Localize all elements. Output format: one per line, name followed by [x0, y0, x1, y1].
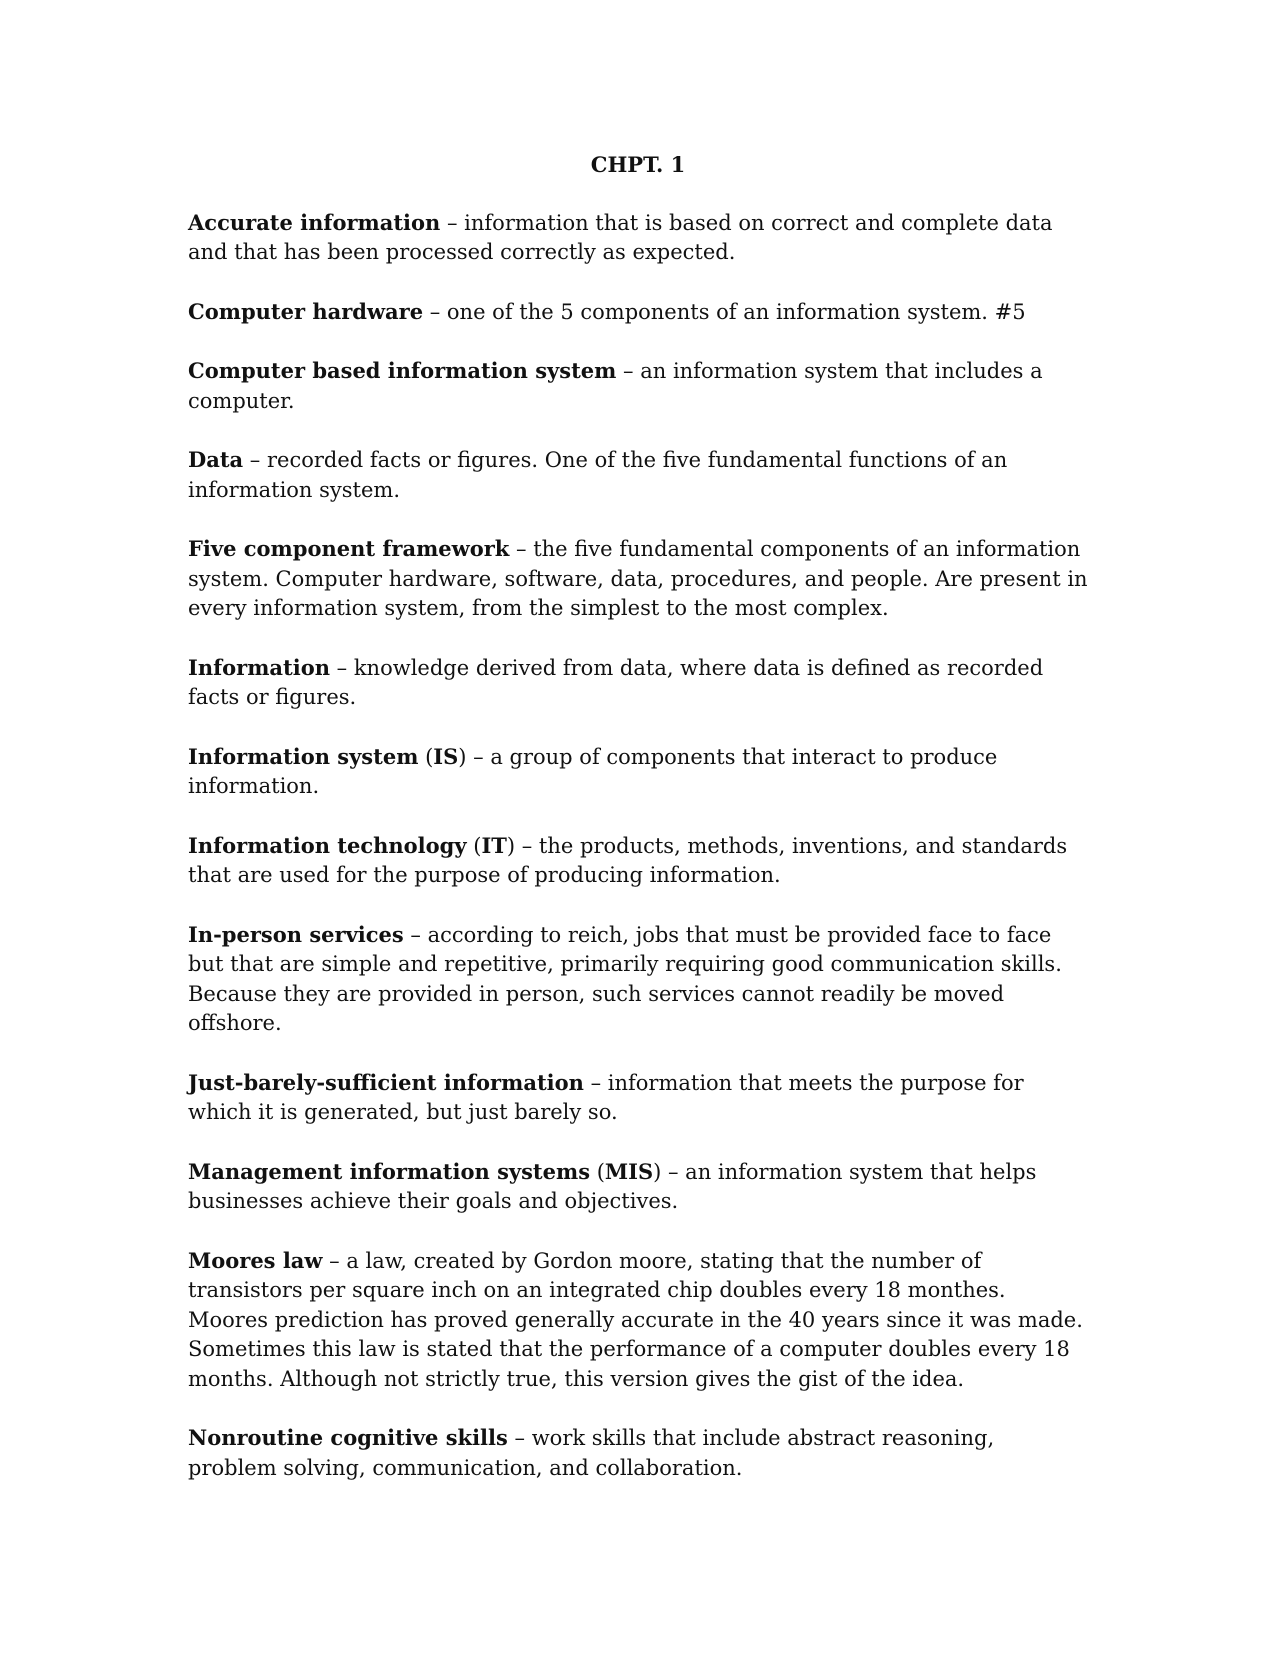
glossary-entry — [188, 1068, 1088, 1128]
glossary-definition: – one of the 5 components of an information system. #5 — [423, 299, 1026, 324]
glossary-term: Five component framework — [188, 536, 510, 561]
glossary-definition: – work skills that include abstract reasoning, problem solving, communication, and collaboration. — [188, 1426, 995, 1480]
glossary-term: Management information systems — [188, 1158, 591, 1184]
glossary-definition: – a law, created by Gordon moore, stating that the number of transistors per square inch on an integrated chip doubles every 18 monthes. Moores prediction has proved generally accurate in the 40 years since it was made. Sometimes this law is stated that the performance of a computer doubles every 18 months. Although not strictly true, this version gives the gist of the idea. — [188, 1248, 1083, 1391]
glossary-definition: – recorded facts or figures. One of the five fundamental functions of an information system. — [188, 448, 1008, 502]
glossary-abbreviation: IS — [433, 743, 459, 769]
glossary-term: Nonroutine cognitive skills — [188, 1425, 508, 1450]
page-title: CHPT. 1 — [590, 152, 686, 177]
glossary-term: In-person services — [188, 921, 404, 947]
glossary-abbreviation: IT — [481, 832, 507, 858]
glossary-term: Just-barely-sufficient information — [188, 1069, 584, 1095]
glossary-definition: ) – the products, methods, inventions, and standards that are used for the purpose of producing information. — [188, 833, 1068, 887]
glossary-term: Computer based information system — [188, 358, 617, 383]
glossary-paren-open: ( — [466, 833, 482, 858]
glossary-definition: – the five fundamental components of an information system. Computer hardware, software, data, procedures, and people. Are present in every information system, from the simplest to the most complex. — [188, 537, 1088, 620]
glossary-definition: – information that is based on correct and complete data and that has been processed correctly as expected. — [188, 210, 1053, 264]
document-page — [188, 150, 1088, 1512]
glossary-abbreviation: MIS — [604, 1158, 654, 1184]
glossary-term: Moores law — [188, 1247, 323, 1273]
glossary-entry — [188, 742, 1088, 802]
glossary-definition: – according to reich, jobs that must be provided face to face but that are simple and repetitive, primarily requiring good communication skills. Because they are provided in person, such services cannot readily be moved offshore. — [188, 922, 1062, 1035]
glossary-term: Accurate information — [188, 209, 441, 235]
glossary-definition: ) – a group of components that interact to produce information. — [188, 744, 998, 798]
glossary-entry — [188, 356, 1088, 416]
glossary-entry — [188, 445, 1088, 505]
glossary-definition: – information that meets the purpose for which it is generated, but just barely so. — [188, 1070, 1024, 1124]
glossary-entry — [188, 534, 1088, 624]
glossary-entry — [188, 297, 1088, 328]
glossary-entry — [188, 831, 1088, 891]
glossary-term: Computer hardware — [188, 298, 424, 324]
glossary-paren-open: ( — [590, 1159, 605, 1184]
glossary-entry — [188, 208, 1088, 268]
glossary-definition: – knowledge derived from data, where data is defined as recorded facts or figures. — [188, 655, 1044, 709]
glossary-term: Information system — [188, 743, 419, 769]
glossary-term: Information technology — [188, 832, 467, 858]
glossary-paren-open: ( — [418, 744, 434, 769]
glossary-entry — [188, 1423, 1088, 1483]
glossary-term: Data — [188, 447, 244, 472]
glossary-term: Information — [188, 654, 330, 680]
glossary-definition: – an information system that includes a computer. — [188, 359, 1043, 413]
glossary-entry — [188, 920, 1088, 1039]
glossary-entry — [188, 1246, 1088, 1395]
glossary-entry — [188, 1157, 1088, 1217]
glossary-entry — [188, 653, 1088, 713]
glossary-definition: ) – an information system that helps businesses achieve their goals and objectives. — [188, 1159, 1037, 1213]
